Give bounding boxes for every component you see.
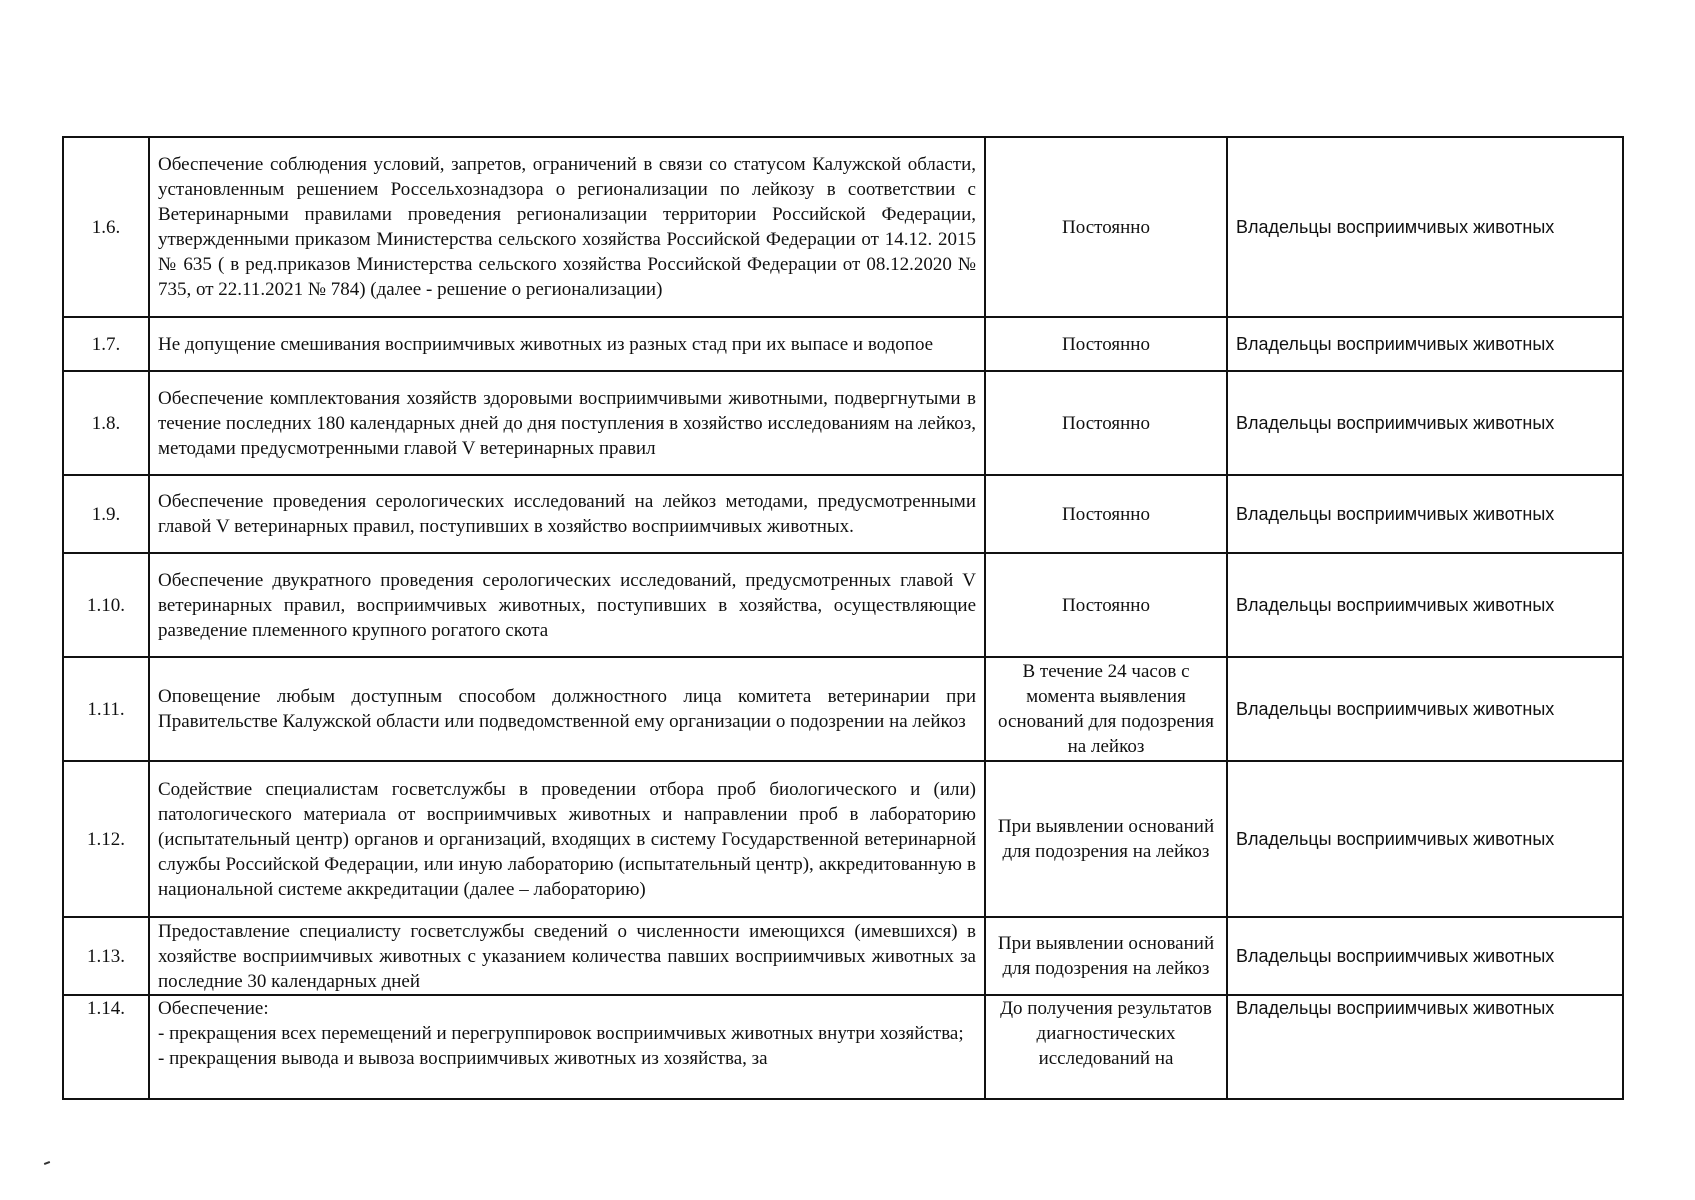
row-number: 1.13. [63,917,149,995]
table-row [63,475,1623,553]
measure-responsible: Владельцы восприимчивых животных [1227,995,1623,1099]
measure-responsible: Владельцы восприимчивых животных [1227,657,1623,761]
description-line: - прекращения вывода и вывоза восприимчивых животных из хозяйства, за [158,1048,768,1069]
table-row [63,917,1623,995]
measure-description: Содействие специалистам госветслужбы в проведении отбора проб биологического и (или) патологического материала от восприимчивых животных и направлении проб в лабораторию (испытательный центр) органов и организаций, входящих в систему Государственной ветеринарной службы Российской Федерации, или иную лабораторию (испытательный центр), аккредитованную в национальной системе аккредитации (далее – лабораторию) [149,761,985,917]
measures-table [62,136,1624,1100]
row-number: 1.14. [63,995,149,1099]
row-number: 1.6. [63,137,149,317]
table-row [63,317,1623,371]
row-number: 1.11. [63,657,149,761]
measure-term: Постоянно [985,553,1227,657]
measure-term: Постоянно [985,371,1227,475]
scan-mark [44,1161,50,1165]
measure-description: Оповещение любым доступным способом должностного лица комитета ветеринарии при Правительстве Калужской области или подведомственной ему организации о подозрении на лейкоз [149,657,985,761]
measure-term: Постоянно [985,137,1227,317]
row-number: 1.10. [63,553,149,657]
table-row [63,137,1623,317]
row-number: 1.7. [63,317,149,371]
measure-responsible: Владельцы восприимчивых животных [1227,475,1623,553]
measure-description: Обеспечение двукратного проведения серологических исследований, предусмотренных главой V ветеринарных правил, восприимчивых животных, поступивших в хозяйства, осуществляющие разведение племенного крупного рогатого скота [149,553,985,657]
table-row [63,657,1623,761]
measure-responsible: Владельцы восприимчивых животных [1227,917,1623,995]
row-number: 1.12. [63,761,149,917]
measure-term: Постоянно [985,475,1227,553]
measure-term: При выявлении оснований для подозрения на лейкоз [985,761,1227,917]
description-line: Обеспечение: [158,998,269,1019]
measure-term: При выявлении оснований для подозрения на лейкоз [985,917,1227,995]
table-row [63,553,1623,657]
measure-responsible: Владельцы восприимчивых животных [1227,137,1623,317]
measure-description: Обеспечение проведения серологических исследований на лейкоз методами, предусмотренными главой V ветеринарных правил, поступивших в хозяйство восприимчивых животных. [149,475,985,553]
measure-responsible: Владельцы восприимчивых животных [1227,317,1623,371]
row-number: 1.9. [63,475,149,553]
measure-term: Постоянно [985,317,1227,371]
description-line: - прекращения всех перемещений и перегруппировок восприимчивых животных внутри хозяйства; [158,1023,964,1044]
measure-responsible: Владельцы восприимчивых животных [1227,371,1623,475]
measure-description: Обеспечение комплектования хозяйств здоровыми восприимчивыми животными, подвергнутыми в течение последних 180 календарных дней до дня поступления в хозяйство исследованиям на лейкоз, методами предусмотренными главой V ветеринарных правил [149,371,985,475]
measure-description [149,995,985,1099]
measure-description: Обеспечение соблюдения условий, запретов, ограничений в связи со статусом Калужской области, установленным решением Россельхознадзора о регионализации по лейкозу в соответствии с Ветеринарными правилами проведения регионализации территории Российской Федерации, утвержденными приказом Министерства сельского хозяйства Российской Федерации от 14.12. 2015 № 635 ( в ред.приказов Министерства сельского хозяйства Российской Федерации от 08.12.2020 № 735, от 22.11.2021 № 784) (далее - решение о регионализации) [149,137,985,317]
measure-description: Предоставление специалисту госветслужбы сведений о численности имеющихся (имевшихся) в хозяйстве восприимчивых животных с указанием количества павших восприимчивых животных за последние 30 календарных дней [149,917,985,995]
measure-term: В течение 24 часов с момента выявления оснований для подозрения на лейкоз [985,657,1227,761]
measure-term: До получения результатов диагностических исследований на [985,995,1227,1099]
table-row [63,995,1623,1099]
table-row [63,761,1623,917]
measure-responsible: Владельцы восприимчивых животных [1227,553,1623,657]
measure-responsible: Владельцы восприимчивых животных [1227,761,1623,917]
row-number: 1.8. [63,371,149,475]
table-row [63,371,1623,475]
measure-description: Не допущение смешивания восприимчивых животных из разных стад при их выпасе и водопое [149,317,985,371]
